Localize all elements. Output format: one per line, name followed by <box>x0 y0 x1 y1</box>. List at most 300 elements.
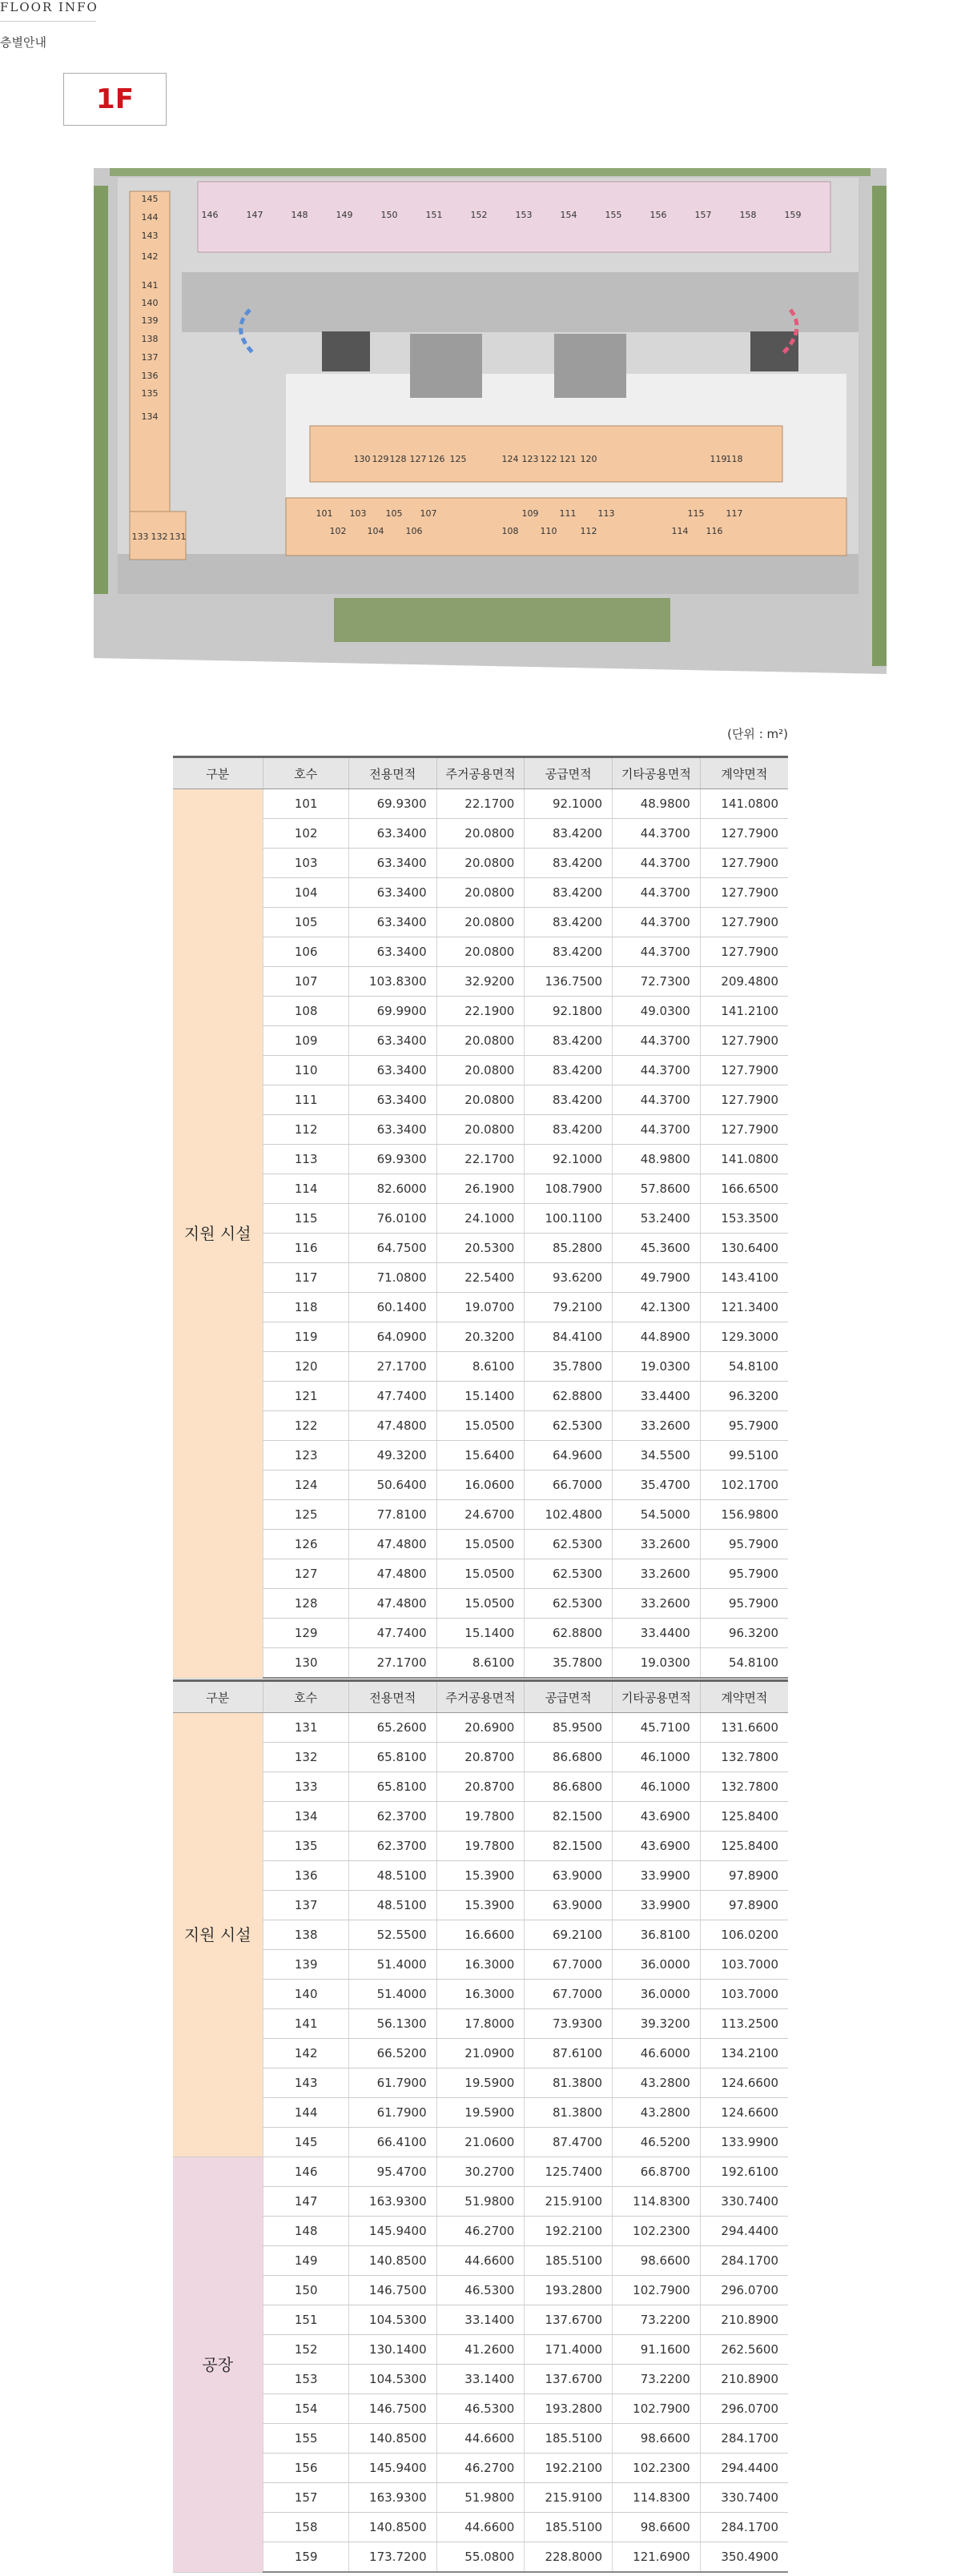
area-cell: 69.9300 <box>348 1145 436 1174</box>
unit-number-cell: 151 <box>263 2305 348 2335</box>
unit-number-cell: 120 <box>263 1352 348 1382</box>
area-cell: 96.3200 <box>700 1382 788 1411</box>
area-cell: 44.8900 <box>613 1322 701 1352</box>
area-cell: 43.2800 <box>613 2068 701 2098</box>
area-cell: 43.2800 <box>613 2098 701 2128</box>
plan-unit-label: 127 <box>409 454 427 464</box>
plan-core-1 <box>322 331 370 371</box>
area-cell: 125.8400 <box>700 1832 788 1861</box>
area-cell: 83.4200 <box>525 1056 613 1085</box>
area-cell: 66.7000 <box>525 1471 613 1500</box>
area-cell: 56.1300 <box>348 2009 436 2039</box>
table-row <box>173 1559 788 1589</box>
table-header-row <box>173 1681 788 1713</box>
area-cell: 50.6400 <box>348 1471 436 1500</box>
area-cell: 15.1400 <box>436 1619 525 1648</box>
table-row <box>173 1115 788 1145</box>
area-cell: 8.6100 <box>436 1648 525 1679</box>
area-cell: 163.9300 <box>348 2187 436 2217</box>
area-cell: 19.0300 <box>613 1352 701 1382</box>
plan-unit-label: 119 <box>710 454 727 464</box>
area-cell: 15.3900 <box>436 1861 525 1891</box>
area-cell: 330.7400 <box>700 2187 788 2217</box>
table-row <box>173 1471 788 1500</box>
area-cell: 46.1000 <box>613 1772 701 1802</box>
area-cell: 62.5300 <box>525 1559 613 1589</box>
area-cell: 296.0700 <box>700 2276 788 2305</box>
area-cell: 33.9900 <box>613 1891 701 1920</box>
area-cell: 185.5100 <box>525 2424 613 2454</box>
area-cell: 92.1000 <box>525 789 613 819</box>
table-row <box>173 1085 788 1115</box>
area-cell: 85.9500 <box>525 1713 613 1743</box>
area-cell: 63.3400 <box>348 1026 436 1056</box>
area-cell: 127.7900 <box>700 1085 788 1115</box>
plan-unit-label: 126 <box>428 454 445 464</box>
table-row <box>173 1234 788 1263</box>
plan-unit-label: 135 <box>141 388 159 399</box>
area-cell: 36.8100 <box>613 1920 701 1950</box>
table-row <box>173 1832 788 1861</box>
plan-unit-label: 108 <box>501 526 519 536</box>
area-cell: 20.8700 <box>436 1743 525 1772</box>
floor-plan <box>94 162 895 674</box>
area-cell: 121.3400 <box>700 1293 788 1322</box>
plan-unit-label: 153 <box>515 210 533 220</box>
area-cell: 33.2600 <box>613 1411 701 1441</box>
area-cell: 69.9900 <box>348 997 436 1026</box>
col-header: 호수 <box>263 757 348 789</box>
area-cell: 65.8100 <box>348 1772 436 1802</box>
area-cell: 83.4200 <box>525 937 613 967</box>
area-cell: 92.1800 <box>525 997 613 1026</box>
area-cell: 137.6700 <box>525 2365 613 2394</box>
area-cell: 33.4400 <box>613 1382 701 1411</box>
plan-unit-label: 111 <box>559 508 577 519</box>
area-cell: 33.9900 <box>613 1861 701 1891</box>
unit-number-cell: 105 <box>263 908 348 937</box>
area-cell: 66.8700 <box>613 2157 701 2187</box>
unit-number-cell: 131 <box>263 1713 348 1743</box>
area-cell: 49.7900 <box>613 1263 701 1293</box>
table-row <box>173 1322 788 1352</box>
plan-unit-label: 120 <box>580 454 597 464</box>
area-cell: 16.3000 <box>436 1980 525 2009</box>
unit-number-cell: 115 <box>263 1204 348 1234</box>
area-cell: 34.5500 <box>613 1441 701 1471</box>
area-cell: 47.4800 <box>348 1530 436 1559</box>
plan-unit-label: 110 <box>540 526 557 536</box>
area-cell: 44.6600 <box>436 2246 525 2276</box>
area-cell: 33.2600 <box>613 1589 701 1619</box>
unit-number-cell: 157 <box>263 2483 348 2513</box>
area-cell: 19.7800 <box>436 1832 525 1861</box>
table-row <box>173 2542 788 2573</box>
col-header: 계약면적 <box>700 757 788 789</box>
table-row <box>173 2039 788 2068</box>
area-cell: 73.2200 <box>613 2365 701 2394</box>
area-cell: 49.3200 <box>348 1441 436 1471</box>
area-cell: 54.8100 <box>700 1648 788 1679</box>
area-cell: 99.5100 <box>700 1441 788 1471</box>
table-row <box>173 1352 788 1382</box>
table-row <box>173 2187 788 2217</box>
unit-number-cell: 109 <box>263 1026 348 1056</box>
area-cell: 43.6900 <box>613 1832 701 1861</box>
plan-unit-label: 146 <box>201 210 219 220</box>
area-cell: 127.7900 <box>700 1115 788 1145</box>
area-cell: 20.6900 <box>436 1713 525 1743</box>
plan-unit-label: 115 <box>687 508 705 519</box>
area-cell: 63.3400 <box>348 819 436 849</box>
area-cell: 54.5000 <box>613 1500 701 1530</box>
table-row <box>173 1743 788 1772</box>
area-cell: 136.7500 <box>525 967 613 997</box>
unit-number-cell: 102 <box>263 819 348 849</box>
area-cell: 83.4200 <box>525 819 613 849</box>
area-cell: 46.2700 <box>436 2217 525 2246</box>
area-cell: 19.5900 <box>436 2098 525 2128</box>
plan-unit-label: 149 <box>336 210 353 220</box>
unit-note: (단위 : m²) <box>727 727 788 741</box>
area-cell: 44.6600 <box>436 2424 525 2454</box>
area-cell: 104.5300 <box>348 2305 436 2335</box>
unit-number-cell: 106 <box>263 937 348 967</box>
area-cell: 215.9100 <box>525 2483 613 2513</box>
plan-unit-label: 137 <box>141 352 159 363</box>
area-cell: 63.3400 <box>348 1115 436 1145</box>
area-cell: 102.7900 <box>613 2276 701 2305</box>
area-cell: 44.3700 <box>613 1056 701 1085</box>
area-cell: 47.7400 <box>348 1619 436 1648</box>
plan-unit-label: 107 <box>420 508 437 519</box>
area-cell: 22.1700 <box>436 1145 525 1174</box>
area-cell: 46.1000 <box>613 1743 701 1772</box>
unit-number-cell: 144 <box>263 2098 348 2128</box>
plan-unit-label: 141 <box>141 280 159 291</box>
area-cell: 20.0800 <box>436 849 525 878</box>
area-cell: 98.6600 <box>613 2513 701 2542</box>
area-cell: 95.4700 <box>348 2157 436 2187</box>
plan-unit-label: 144 <box>141 212 159 223</box>
plan-unit-label: 105 <box>385 508 403 519</box>
area-cell: 33.4400 <box>613 1619 701 1648</box>
unit-number-cell: 134 <box>263 1802 348 1832</box>
unit-number-cell: 107 <box>263 967 348 997</box>
area-cell: 124.6600 <box>700 2098 788 2128</box>
unit-number-cell: 142 <box>263 2039 348 2068</box>
plan-unit-label: 159 <box>784 210 802 220</box>
table-row <box>173 1980 788 2009</box>
area-cell: 53.2400 <box>613 1204 701 1234</box>
area-cell: 44.3700 <box>613 1085 701 1115</box>
col-header: 기타공용면적 <box>613 757 701 789</box>
area-cell: 46.6000 <box>613 2039 701 2068</box>
plan-unit-label: 145 <box>141 194 159 204</box>
plan-unit-label: 157 <box>694 210 712 220</box>
area-cell: 121.6900 <box>613 2542 701 2573</box>
category-cell: 지원 시설 <box>173 1713 263 2157</box>
area-cell: 63.3400 <box>348 849 436 878</box>
area-cell: 141.2100 <box>700 997 788 1026</box>
area-cell: 145.9400 <box>348 2454 436 2483</box>
area-cell: 84.4100 <box>525 1322 613 1352</box>
area-cell: 130.6400 <box>700 1234 788 1263</box>
table-row <box>173 1950 788 1980</box>
table-row <box>173 908 788 937</box>
area-cell: 146.7500 <box>348 2394 436 2424</box>
area-cell: 171.4000 <box>525 2335 613 2365</box>
area-cell: 15.6400 <box>436 1441 525 1471</box>
area-cell: 81.3800 <box>525 2098 613 2128</box>
table-row <box>173 2365 788 2394</box>
area-cell: 76.0100 <box>348 1204 436 1234</box>
area-cell: 192.6100 <box>700 2157 788 2187</box>
area-cell: 145.9400 <box>348 2217 436 2246</box>
area-cell: 166.6500 <box>700 1174 788 1204</box>
unit-number-cell: 133 <box>263 1772 348 1802</box>
area-cell: 52.5500 <box>348 1920 436 1950</box>
table-row <box>173 1891 788 1920</box>
plan-unit-label: 121 <box>559 454 577 464</box>
area-cell: 44.6600 <box>436 2513 525 2542</box>
area-cell: 35.4700 <box>613 1471 701 1500</box>
area-cell: 294.4400 <box>700 2454 788 2483</box>
area-cell: 134.2100 <box>700 2039 788 2068</box>
plan-unit-label: 138 <box>141 334 159 344</box>
category-cell: 공장 <box>173 2157 263 2573</box>
table-row <box>173 1174 788 1204</box>
area-cell: 60.1400 <box>348 1293 436 1322</box>
plan-unit-label: 117 <box>726 508 743 519</box>
plan-unit-label: 116 <box>706 526 723 536</box>
table-row <box>173 1026 788 1056</box>
plan-road-upper <box>182 272 858 332</box>
area-cell: 114.8300 <box>613 2483 701 2513</box>
unit-number-cell: 114 <box>263 1174 348 1204</box>
area-cell: 51.4000 <box>348 1950 436 1980</box>
area-cell: 41.2600 <box>436 2335 525 2365</box>
area-cell: 125.8400 <box>700 1802 788 1832</box>
plan-unit-label: 124 <box>501 454 519 464</box>
area-cell: 296.0700 <box>700 2394 788 2424</box>
area-cell: 210.8900 <box>700 2305 788 2335</box>
area-cell: 44.3700 <box>613 878 701 908</box>
area-cell: 19.5900 <box>436 2068 525 2098</box>
area-cell: 17.8000 <box>436 2009 525 2039</box>
area-cell: 62.3700 <box>348 1802 436 1832</box>
plan-unit-label: 128 <box>389 454 407 464</box>
area-cell: 140.8500 <box>348 2513 436 2542</box>
table-row <box>173 2009 788 2039</box>
area-cell: 86.6800 <box>525 1772 613 1802</box>
unit-number-cell: 112 <box>263 1115 348 1145</box>
area-cell: 49.0300 <box>613 997 701 1026</box>
area-cell: 63.3400 <box>348 1085 436 1115</box>
area-cell: 82.1500 <box>525 1832 613 1861</box>
unit-number-cell: 147 <box>263 2187 348 2217</box>
area-cell: 20.0800 <box>436 1115 525 1145</box>
area-cell: 15.1400 <box>436 1382 525 1411</box>
unit-number-cell: 124 <box>263 1471 348 1500</box>
area-cell: 127.7900 <box>700 908 788 937</box>
plan-unit-label: 134 <box>141 411 159 422</box>
area-cell: 98.6600 <box>613 2246 701 2276</box>
table-row <box>173 997 788 1026</box>
unit-number-cell: 155 <box>263 2424 348 2454</box>
area-cell: 114.8300 <box>613 2187 701 2217</box>
plan-greenery-right <box>872 186 887 666</box>
plan-road-lower <box>118 554 858 594</box>
area-cell: 262.5600 <box>700 2335 788 2365</box>
area-cell: 65.2600 <box>348 1713 436 1743</box>
table-row <box>173 1204 788 1234</box>
area-cell: 36.0000 <box>613 1980 701 2009</box>
area-cell: 69.2100 <box>525 1920 613 1950</box>
area-cell: 228.8000 <box>525 2542 613 2573</box>
table-row <box>173 849 788 878</box>
table-row <box>173 2513 788 2542</box>
area-cell: 79.2100 <box>525 1293 613 1322</box>
unit-number-cell: 149 <box>263 2246 348 2276</box>
table-row <box>173 1293 788 1322</box>
area-cell: 73.2200 <box>613 2305 701 2335</box>
unit-number-cell: 110 <box>263 1056 348 1085</box>
area-cell: 96.3200 <box>700 1619 788 1648</box>
unit-number-cell: 143 <box>263 2068 348 2098</box>
area-cell: 44.3700 <box>613 937 701 967</box>
category-cell: 지원 시설 <box>173 789 263 1679</box>
plan-unit-label: 102 <box>329 526 347 536</box>
area-cell: 44.3700 <box>613 1115 701 1145</box>
table-row <box>173 1441 788 1471</box>
area-cell: 330.7400 <box>700 2483 788 2513</box>
area-cell: 48.9800 <box>613 789 701 819</box>
table-row <box>173 1530 788 1559</box>
plan-unit-label: 125 <box>449 454 467 464</box>
area-cell: 95.7900 <box>700 1530 788 1559</box>
area-cell: 77.8100 <box>348 1500 436 1530</box>
area-cell: 20.0800 <box>436 908 525 937</box>
plan-unit-label: 139 <box>141 315 159 326</box>
area-cell: 87.4700 <box>525 2128 613 2157</box>
area-cell: 62.3700 <box>348 1832 436 1861</box>
area-cell: 63.3400 <box>348 937 436 967</box>
table-row <box>173 1648 788 1679</box>
area-cell: 102.4800 <box>525 1500 613 1530</box>
area-cell: 95.7900 <box>700 1559 788 1589</box>
unit-number-cell: 141 <box>263 2009 348 2039</box>
area-cell: 22.1900 <box>436 997 525 1026</box>
plan-unit-label: 132 <box>151 532 168 542</box>
unit-number-cell: 159 <box>263 2542 348 2573</box>
area-cell: 102.2300 <box>613 2454 701 2483</box>
area-cell: 32.9200 <box>436 967 525 997</box>
area-cell: 185.5100 <box>525 2246 613 2276</box>
area-cell: 39.3200 <box>613 2009 701 2039</box>
area-cell: 33.2600 <box>613 1559 701 1589</box>
area-cell: 83.4200 <box>525 849 613 878</box>
unit-number-cell: 138 <box>263 1920 348 1950</box>
area-cell: 47.4800 <box>348 1589 436 1619</box>
plan-unit-label: 104 <box>367 526 384 536</box>
col-header: 전용면적 <box>348 1681 436 1713</box>
plan-unit-label: 122 <box>540 454 557 464</box>
plan-unit-label: 103 <box>349 508 367 519</box>
area-cell: 127.7900 <box>700 819 788 849</box>
unit-number-cell: 119 <box>263 1322 348 1352</box>
area-cell: 193.2800 <box>525 2276 613 2305</box>
area-cell: 27.1700 <box>348 1648 436 1679</box>
unit-number-cell: 132 <box>263 1743 348 1772</box>
area-cell: 55.0800 <box>436 2542 525 2573</box>
area-cell: 127.7900 <box>700 1056 788 1085</box>
area-cell: 15.0500 <box>436 1589 525 1619</box>
plan-unit-label: 130 <box>353 454 371 464</box>
plan-unit-label: 148 <box>291 210 308 220</box>
table-row <box>173 2454 788 2483</box>
unit-number-cell: 136 <box>263 1861 348 1891</box>
area-cell: 140.8500 <box>348 2424 436 2454</box>
area-cell: 35.7800 <box>525 1352 613 1382</box>
area-cell: 20.0800 <box>436 1026 525 1056</box>
unit-number-cell: 129 <box>263 1619 348 1648</box>
section-title-en: FLOOR INFO <box>0 0 99 14</box>
plan-unit-label: 158 <box>739 210 757 220</box>
area-cell: 102.1700 <box>700 1471 788 1500</box>
col-header: 공급면적 <box>525 1681 613 1713</box>
area-cell: 15.0500 <box>436 1530 525 1559</box>
area-cell: 62.8800 <box>525 1619 613 1648</box>
area-cell: 130.1400 <box>348 2335 436 2365</box>
plan-unit-label: 136 <box>141 371 159 381</box>
table-row <box>173 2335 788 2365</box>
plan-unit-label: 154 <box>560 210 577 220</box>
area-cell: 102.2300 <box>613 2217 701 2246</box>
area-cell: 127.7900 <box>700 1026 788 1056</box>
unit-number-cell: 127 <box>263 1559 348 1589</box>
area-cell: 46.5300 <box>436 2394 525 2424</box>
unit-number-cell: 153 <box>263 2365 348 2394</box>
unit-number-cell: 156 <box>263 2454 348 2483</box>
area-cell: 19.0700 <box>436 1293 525 1322</box>
plan-unit-label: 150 <box>380 210 398 220</box>
area-cell: 83.4200 <box>525 908 613 937</box>
plan-unit-label: 131 <box>169 532 187 542</box>
table-row <box>173 2128 788 2157</box>
area-cell: 163.9300 <box>348 2483 436 2513</box>
area-cell: 47.4800 <box>348 1559 436 1589</box>
area-cell: 45.7100 <box>613 1713 701 1743</box>
area-cell: 141.0800 <box>700 789 788 819</box>
area-cell: 62.5300 <box>525 1411 613 1441</box>
area-cell: 143.4100 <box>700 1263 788 1293</box>
area-cell: 66.5200 <box>348 2039 436 2068</box>
area-cell: 284.1700 <box>700 2513 788 2542</box>
area-cell: 131.6600 <box>700 1713 788 1743</box>
unit-number-cell: 121 <box>263 1382 348 1411</box>
area-cell: 63.3400 <box>348 908 436 937</box>
area-cell: 83.4200 <box>525 1026 613 1056</box>
area-cell: 294.4400 <box>700 2217 788 2246</box>
col-header: 구분 <box>173 757 263 789</box>
area-cell: 24.1000 <box>436 1204 525 1234</box>
area-cell: 15.0500 <box>436 1411 525 1441</box>
table-row <box>173 1861 788 1891</box>
table-row <box>173 1411 788 1441</box>
plan-core-4 <box>750 331 798 371</box>
plan-unit-label: 109 <box>521 508 539 519</box>
